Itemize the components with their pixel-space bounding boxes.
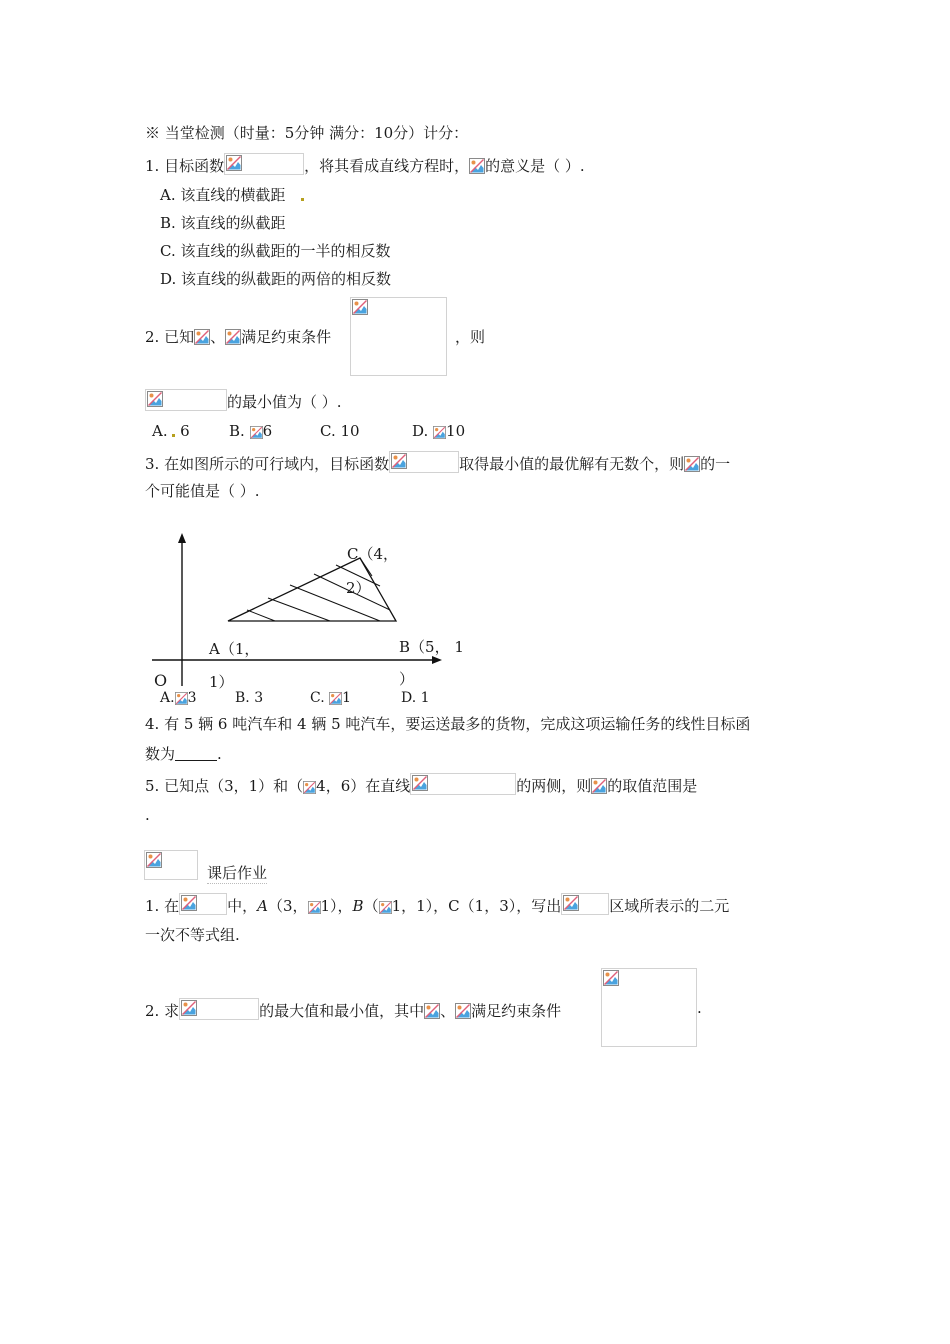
broken-image-icon	[329, 692, 342, 705]
question-4-line2: 数为 .	[145, 745, 222, 763]
broken-image-icon	[194, 329, 210, 345]
constraint-image	[350, 297, 447, 376]
point-a-label-2: 1）	[209, 673, 234, 691]
origin-label: O	[154, 671, 168, 690]
point-a-label: A（1，	[209, 640, 260, 658]
answer-blank	[175, 746, 217, 761]
homework-2: 2. 求 的最大值和最小值，其中 、 满足约束条件	[145, 998, 561, 1021]
feasible-region-graph	[150, 528, 450, 688]
broken-image-icon	[684, 456, 700, 472]
q1-option-a: A. 该直线的横截距	[160, 185, 304, 205]
broken-image-icon	[250, 426, 263, 439]
homework-1-line2: 一次不等式组.	[145, 926, 240, 944]
question-3-line2: 个可能值是（ ）.	[145, 482, 260, 500]
q3-option-c: C. 1	[310, 690, 352, 706]
question-4: 4. 有 5 辆 6 吨汽车和 4 辆 5 吨汽车，要运送最多的货物，完成这项运输任务的线性目标函	[145, 715, 751, 733]
q2-then: ，则	[455, 328, 486, 346]
homework-image	[144, 850, 198, 880]
formula-image	[224, 153, 304, 175]
q1-option-c: C. 该直线的纵截距的一半的相反数	[160, 242, 391, 260]
question-5: 5. 已知点（3，1）和（ 4，6）在直线 的两侧，则 的取值范围是	[145, 773, 697, 796]
stray-dot	[172, 434, 175, 437]
broken-image-icon	[175, 692, 188, 705]
question-5-end: .	[145, 806, 150, 824]
q2-option-c: C. 10	[320, 422, 360, 440]
q1-option-d: D. 该直线的纵截距的两倍的相反数	[160, 270, 392, 288]
quiz-header: ※ 当堂检测（时量：5分钟 满分：10分）计分：	[145, 124, 469, 142]
homework-2-end: .	[697, 999, 702, 1017]
formula-image	[145, 389, 227, 411]
q2-option-b: B. 6	[229, 422, 273, 440]
broken-image-icon	[379, 901, 392, 914]
homework-title: 课后作业	[207, 864, 268, 882]
constraint-image	[601, 968, 697, 1047]
question-1: 1. 目标函数 ，将其看成直线方程时， 的意义是（ ）.	[145, 153, 585, 176]
stray-dot	[301, 198, 304, 201]
point-c-label: C（4，	[347, 545, 399, 563]
broken-image-icon	[469, 158, 485, 174]
formula-image	[179, 998, 259, 1020]
point-c-label-2: 2）	[346, 579, 371, 597]
broken-image-icon	[225, 329, 241, 345]
broken-image-icon	[433, 426, 446, 439]
formula-image	[179, 893, 227, 915]
q1-option-b: B. 该直线的纵截距	[160, 214, 286, 232]
homework-1: 1. 在 中，A（3， 1），B（ 1，1），C（1，3），写出 区域所表示的二元	[145, 893, 729, 916]
formula-image	[389, 451, 459, 473]
broken-image-icon	[308, 901, 321, 914]
q3-option-d: D. 1	[401, 690, 430, 706]
formula-image	[561, 893, 609, 915]
q2-option-d: D. 10	[412, 422, 466, 440]
feasible-triangle	[228, 558, 396, 621]
point-b-label-2: ）	[399, 670, 415, 688]
q3-option-a: A. 3	[160, 690, 197, 706]
q3-option-b: B. 3	[235, 690, 264, 706]
x-axis-arrow	[432, 656, 442, 664]
broken-image-icon	[455, 1003, 471, 1019]
broken-image-icon	[303, 781, 316, 794]
broken-image-icon	[591, 778, 607, 794]
question-3: 3. 在如图所示的可行域内，目标函数 取得最小值的最优解有无数个，则 的一	[145, 451, 730, 474]
question-2-line2: 的最小值为（ ）.	[145, 389, 342, 412]
point-b-label: B（5， 1	[399, 638, 464, 656]
question-2: 2. 已知 、 满足约束条件	[145, 328, 332, 346]
y-axis-arrow	[178, 533, 186, 543]
formula-image	[410, 773, 516, 795]
broken-image-icon	[424, 1003, 440, 1019]
q2-option-a: A. 6	[152, 422, 190, 440]
